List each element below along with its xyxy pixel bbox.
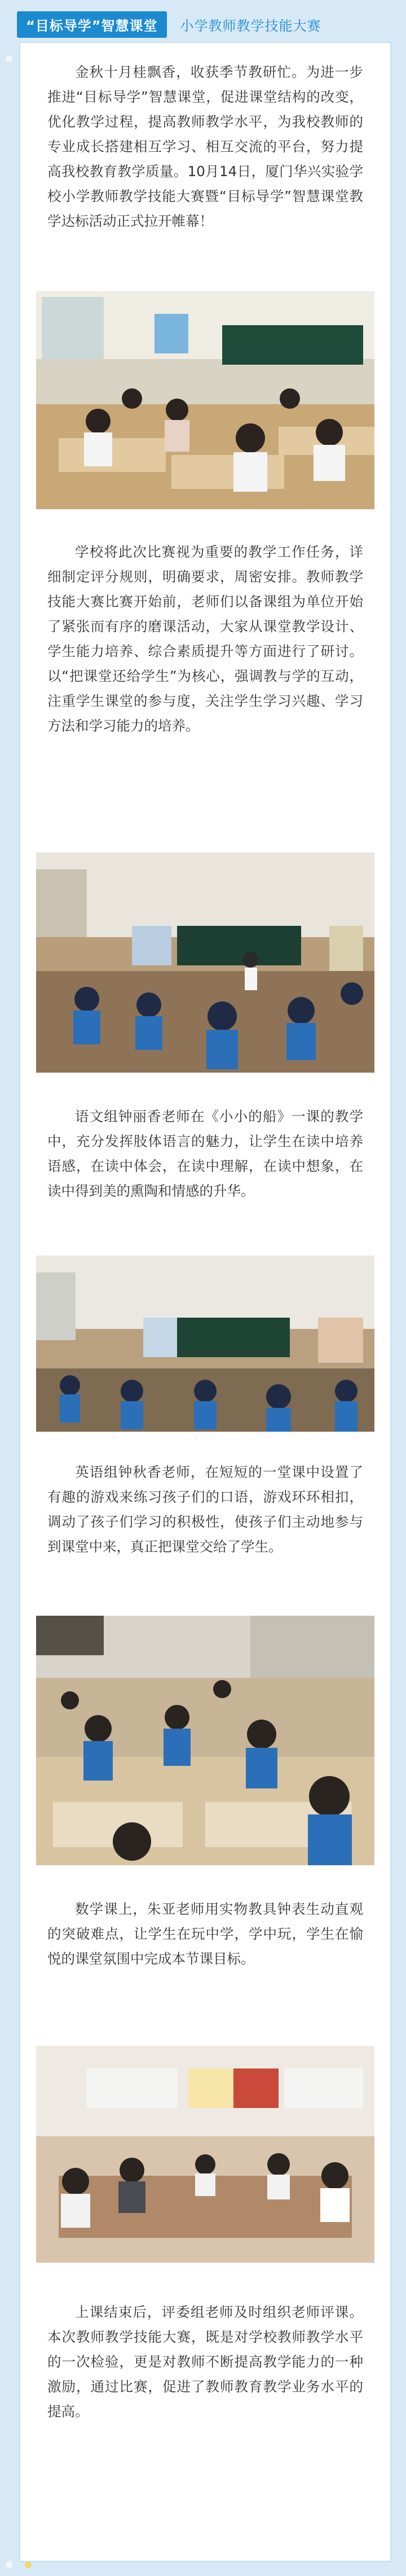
paragraph-preparation: 学校将此次比赛视为重要的教学工作任务，详细制定评分规则，明确要求，周密安排。教师教学技能大赛比赛开始前，老师们以备课组为单位开始了紧张而有序的磨课活动，大家从课堂教学设计、学生能力培养、综合素质提升等方面进行了研讨。以“把课堂还给学生”为核心，强调教与学的互动，注重学生课堂的参与度，关注学生学习兴趣、学习方法和学习能力的培养。	[47, 544, 363, 734]
paragraph-chinese-lesson: 语文组钟丽香老师在《小小的船》一课的教学中，充分发挥肢体语言的魅力，让学生在读中培养语感，在读中体会，在读中理解，在读中想象，在读中得到美的熏陶和情感的升华。	[47, 1108, 363, 1199]
article-body	[20, 43, 390, 2561]
header-tag: “目标导学”智慧课堂	[17, 11, 167, 38]
photo-classroom-students-4	[36, 1616, 374, 1865]
photo-classroom-blackboard-2	[36, 852, 374, 1073]
paragraph-math-lesson: 数学课上，朱亚老师用实物教具钟表生动直观的突破难点，让学生在玩中学，学中玩，学生在愉悦的课堂氛围中完成本节课目标。	[47, 1901, 363, 1967]
paragraph-intro: 金秋十月桂飘香，收获季节教研忙。为进一步推进“目标导学”智慧课堂，促进课堂结构的改变，优化教学过程，提高教师教学水平，为我校教师的专业成长搭建相互学习、相互交流的平台，努力提高我校教育教学质量。10月14日，厦门华兴实验学校小学教师教学技能大赛暨“目标导学”智慧课堂教学达标活动正式拉开帷幕！	[47, 64, 363, 229]
header-subtitle: 小学教师教学技能大赛	[180, 18, 321, 34]
paragraph-english-lesson: 英语组钟秋香老师，在短短的一堂课中设置了有趣的游戏来练习孩子们的口语，游戏环环相扣，调动了孩子们学习的积极性，使孩子们主动地参与到课堂中来，真正把课堂交给了学生。	[47, 1464, 363, 1555]
decor-dot-top	[6, 55, 12, 62]
decor-dot-bottom-2	[6, 2561, 12, 2568]
article-header	[17, 12, 321, 36]
photo-teacher-review-5	[36, 2046, 374, 2263]
photo-classroom-screen-3	[36, 1256, 374, 1432]
photo-classroom-students-1	[36, 291, 374, 509]
decor-dot-bottom	[25, 2561, 32, 2568]
paragraph-conclusion: 上课结束后，评委组老师及时组织老师评课。本次教师教学技能大赛，既是对学校教师教学水平的一次检验，更是对教师不断提高教学能力的一种激励，通过比赛，促进了教师教育教学业务水平的提高。	[47, 2304, 363, 2420]
